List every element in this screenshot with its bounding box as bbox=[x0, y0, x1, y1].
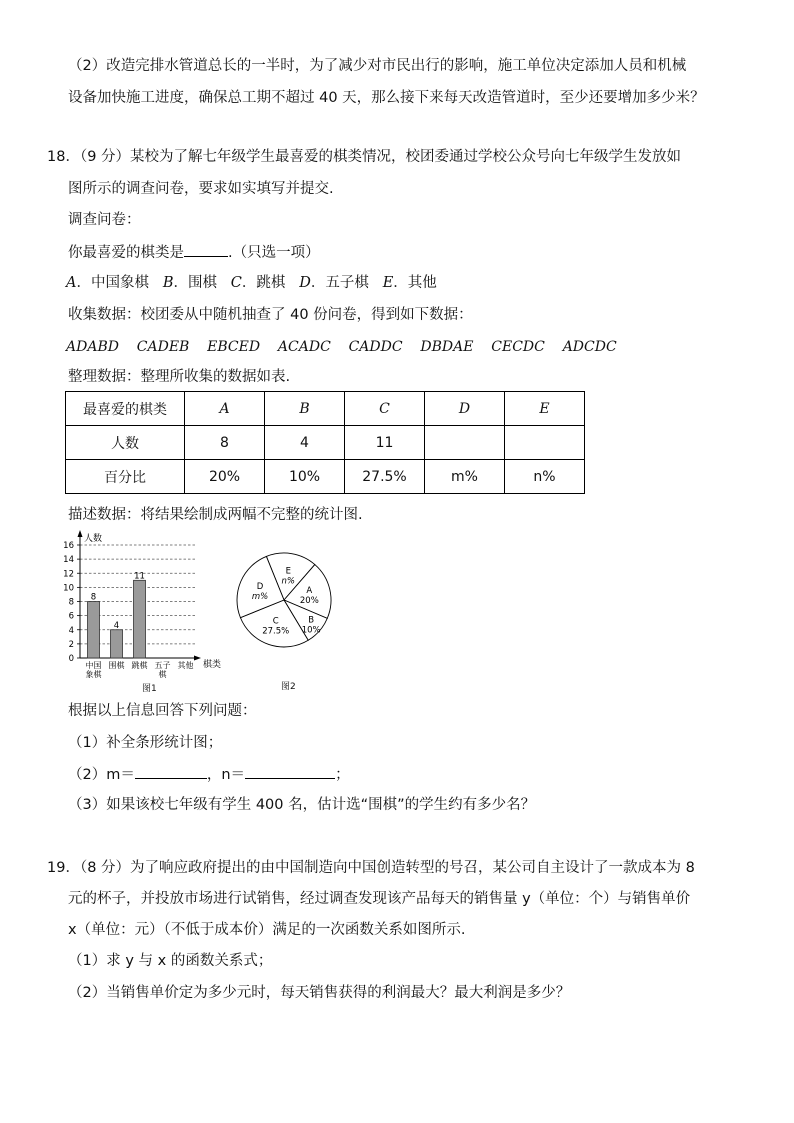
table-cell bbox=[505, 426, 585, 460]
raw-data-group: CADDC bbox=[348, 339, 403, 355]
table-cell: C bbox=[345, 392, 425, 426]
pie-slice-percent: 20% bbox=[299, 596, 319, 607]
table-cell: 27.5% bbox=[345, 460, 425, 494]
category-label: 棋 bbox=[158, 670, 167, 678]
category-label: 围棋 bbox=[108, 661, 125, 670]
table-row bbox=[66, 460, 585, 494]
raw-data-group: EBCED bbox=[207, 339, 261, 355]
pie-slice-label: C bbox=[272, 616, 279, 627]
y-tick-label: 2 bbox=[68, 639, 74, 650]
bar-value-label: 11 bbox=[134, 571, 145, 582]
table-cell: 8 bbox=[185, 426, 265, 460]
q19-line3: x（单位：元）（不低于成本价）满足的一次函数关系如图所示. bbox=[68, 922, 466, 938]
pie-slice-label: D bbox=[256, 581, 264, 592]
data-table bbox=[65, 391, 585, 494]
survey-title: 调查问卷： bbox=[68, 212, 141, 228]
bar bbox=[111, 630, 123, 658]
x-axis-arrow bbox=[194, 656, 201, 661]
y-tick-label: 0 bbox=[68, 654, 74, 664]
table-cell: n% bbox=[505, 460, 585, 494]
pie-slice-label: A bbox=[306, 586, 313, 597]
pie-slice-percent: 10% bbox=[301, 625, 321, 636]
category-label: 象棋 bbox=[85, 670, 102, 678]
raw-data bbox=[66, 337, 617, 357]
sub2-n-label: ，n＝ bbox=[206, 767, 246, 783]
q19-line1: 19．（8 分）为了响应政府提出的由中国制造向中国创造转型的号召，某公司自主设计了一款成本为 8 bbox=[47, 860, 695, 876]
collect-text: 收集数据：校团委从中随机抽查了 40 份问卷，得到如下数据： bbox=[68, 307, 473, 323]
bar bbox=[88, 602, 100, 659]
table-cell: E bbox=[505, 392, 585, 426]
option-b: B．围棋 bbox=[162, 275, 217, 291]
q18-intro-line2: 图所示的调查问卷，要求如实填写并提交. bbox=[68, 181, 334, 197]
option-c: C．跳棋 bbox=[230, 275, 286, 291]
table-cell: 20% bbox=[185, 460, 265, 494]
bar bbox=[134, 580, 146, 658]
survey-blank bbox=[184, 242, 228, 257]
table-cell: B bbox=[265, 392, 345, 426]
y-tick-label: 14 bbox=[63, 555, 74, 566]
category-label: 五子 bbox=[154, 661, 171, 670]
option-d: D．五子棋 bbox=[299, 275, 369, 291]
table-cell: D bbox=[425, 392, 505, 426]
option-e: E．其他 bbox=[382, 275, 437, 291]
raw-data-group: ADCDC bbox=[562, 339, 617, 355]
pie-slice-percent: 27.5% bbox=[262, 626, 290, 637]
answer-intro: 根据以上信息回答下列问题： bbox=[68, 703, 257, 719]
table-row bbox=[66, 392, 585, 426]
bar-value-label: 4 bbox=[113, 620, 120, 631]
pie-slice-label: E bbox=[285, 566, 291, 577]
y-axis-label: 人数 bbox=[84, 534, 103, 544]
category-label: 其他 bbox=[177, 661, 194, 670]
raw-data-group: CECDC bbox=[491, 339, 545, 355]
organize-text: 整理数据：整理所收集的数据如表. bbox=[68, 369, 291, 385]
pie-chart bbox=[234, 550, 334, 650]
figure1-caption: 图1 bbox=[142, 684, 157, 694]
survey-options bbox=[66, 273, 437, 293]
y-tick-label: 12 bbox=[63, 569, 74, 580]
table-cell: 11 bbox=[345, 426, 425, 460]
raw-data-group: ADABD bbox=[66, 339, 119, 355]
bar-value-label: 8 bbox=[90, 592, 97, 603]
raw-data-group: ACADC bbox=[277, 339, 331, 355]
raw-data-group: DBDAE bbox=[420, 339, 474, 355]
y-tick-label: 6 bbox=[68, 611, 74, 622]
q18-intro-line1: 18．（9 分）某校为了解七年级学生最喜爱的棋类情况，校团委通过学校公众号向七年级学生发放如 bbox=[47, 149, 682, 165]
y-tick-label: 8 bbox=[68, 597, 74, 608]
table-cell: A bbox=[185, 392, 265, 426]
raw-data-group: CADEB bbox=[136, 339, 190, 355]
q18-sub1: （1）补全条形统计图； bbox=[68, 735, 223, 751]
pie-slice-label: B bbox=[308, 615, 315, 626]
category-label: 中国 bbox=[85, 661, 102, 670]
q19-line2: 元的杯子，并投放市场进行试销售，经过调查发现该产品每天的销售量 y（单位：个）与销售单价 bbox=[68, 891, 691, 907]
describe-text: 描述数据：将结果绘制成两幅不完整的统计图. bbox=[68, 507, 363, 523]
q18-sub2 bbox=[68, 764, 350, 785]
y-tick-label: 10 bbox=[63, 583, 74, 594]
table-cell bbox=[425, 426, 505, 460]
survey-question-post: .（只选一项） bbox=[228, 245, 320, 261]
q18-sub3: （3）如果该校七年级有学生 400 名，估计选“围棋”的学生约有多少名？ bbox=[68, 797, 536, 813]
m-blank bbox=[135, 764, 207, 779]
q19-sub1: （1）求 y 与 x 的函数关系式； bbox=[68, 953, 273, 969]
q17-part2-line2: 设备加快施工进度，确保总工期不超过 40 天，那么接下来每天改造管道时，至少还要增加多少米？ bbox=[68, 90, 705, 106]
table-cell: m% bbox=[425, 460, 505, 494]
category-label: 跳棋 bbox=[131, 661, 148, 670]
option-a: A．中国象棋 bbox=[66, 275, 149, 291]
q19-sub2: （2）当销售单价定为多少元时，每天销售获得的利润最大？最大利润是多少？ bbox=[68, 985, 571, 1001]
table-row bbox=[66, 426, 585, 460]
table-header-cell: 百分比 bbox=[66, 460, 185, 494]
y-tick-label: 16 bbox=[63, 541, 74, 551]
pie-slice-percent: m% bbox=[251, 591, 269, 602]
sub2-m-label: （2）m＝ bbox=[68, 767, 135, 783]
table-header-cell: 最喜爱的棋类 bbox=[66, 392, 185, 426]
y-tick-label: 4 bbox=[68, 625, 74, 636]
pie-slice-percent: n% bbox=[281, 576, 296, 587]
bar-chart bbox=[60, 528, 230, 678]
table-header-cell: 人数 bbox=[66, 426, 185, 460]
survey-question-pre: 你最喜爱的棋类是 bbox=[68, 245, 184, 261]
survey-question bbox=[68, 242, 320, 263]
table-cell: 4 bbox=[265, 426, 345, 460]
q17-part2-line1: （2）改造完排水管道总长的一半时，为了减少对市民出行的影响，施工单位决定添加人员和机械 bbox=[68, 58, 687, 74]
sub2-end: ； bbox=[335, 767, 350, 783]
x-axis-label: 棋类 bbox=[203, 660, 222, 670]
table-cell: 10% bbox=[265, 460, 345, 494]
n-blank bbox=[245, 764, 335, 779]
y-axis-arrow bbox=[78, 530, 83, 537]
figure2-caption: 图2 bbox=[281, 682, 296, 692]
